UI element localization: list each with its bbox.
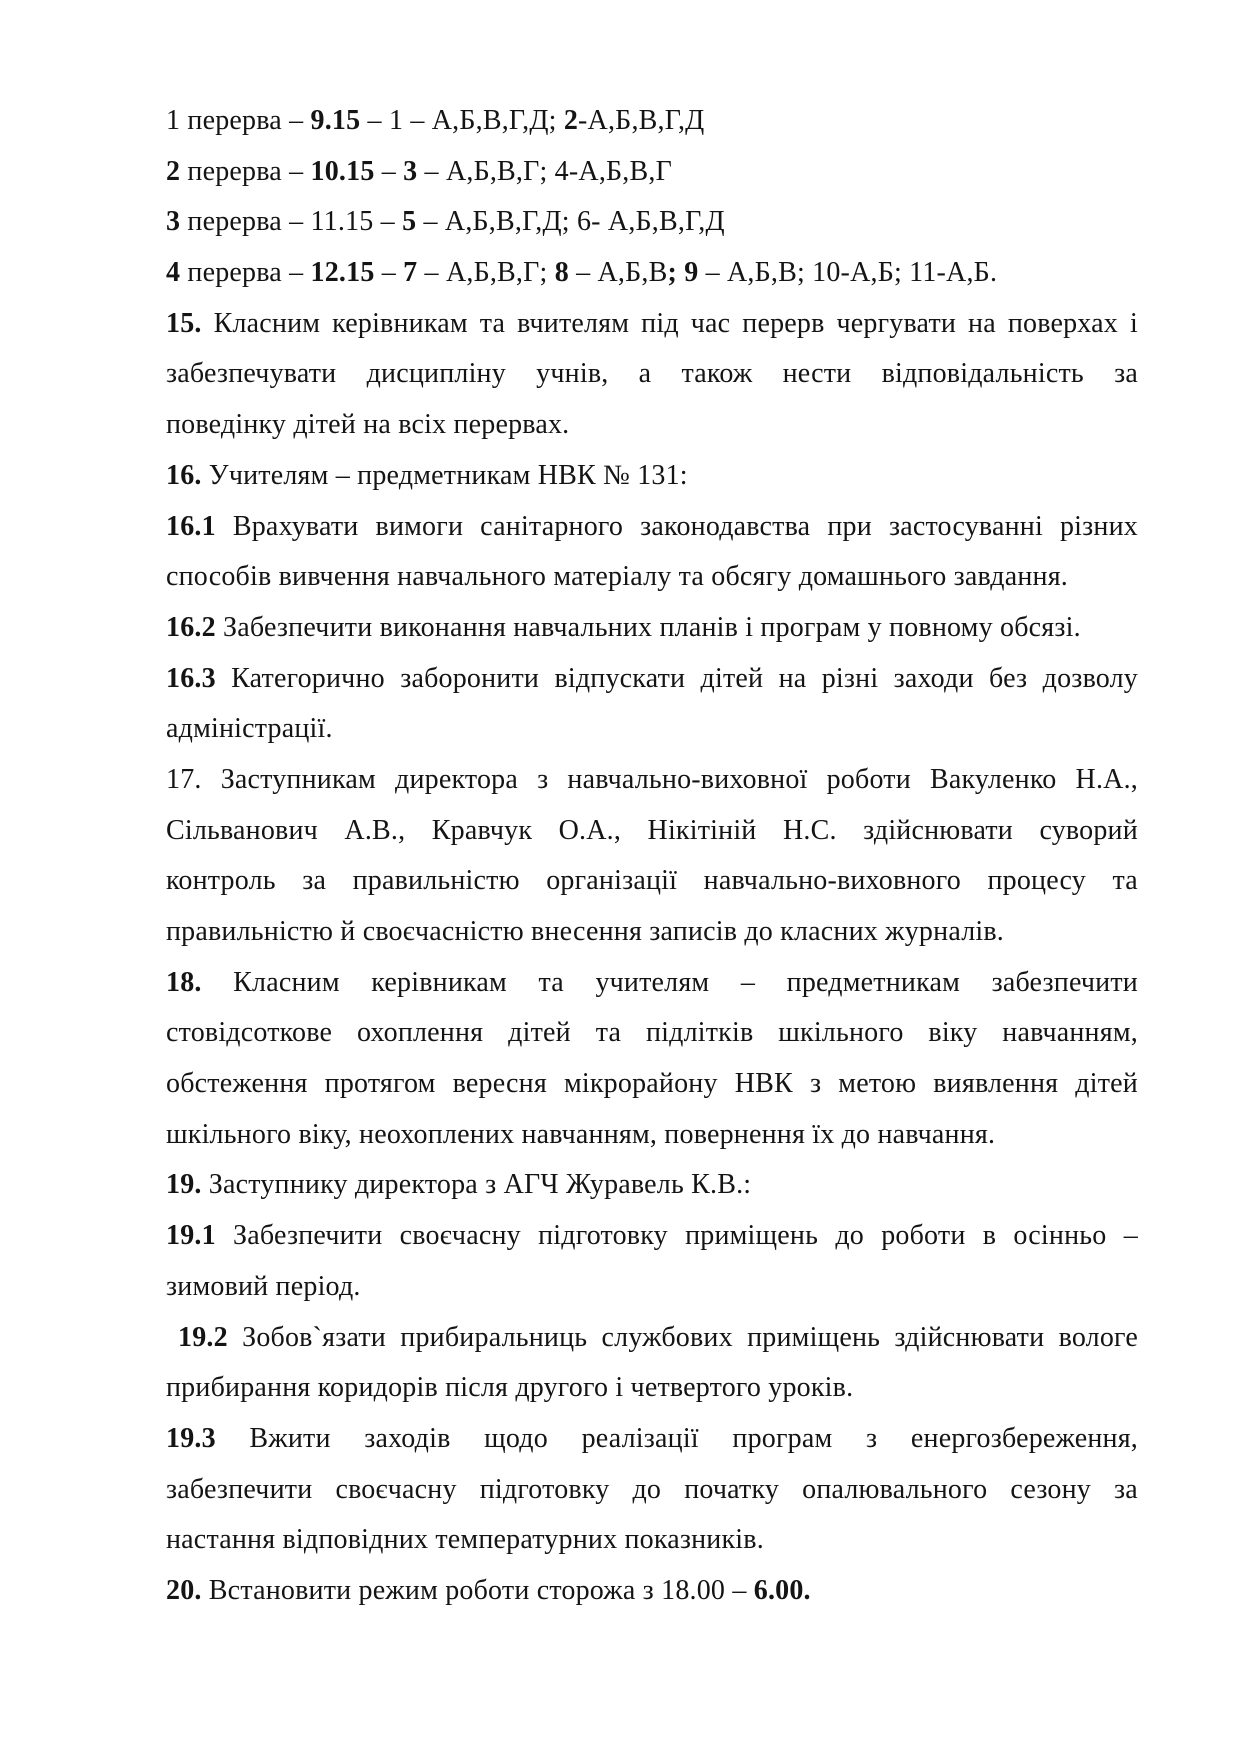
text-segment: виявлення xyxy=(933,1068,1059,1100)
text-segment: здійснювати xyxy=(894,1321,1045,1353)
text-segment: з xyxy=(809,1068,822,1100)
text-segment: перерва – xyxy=(180,155,311,187)
text-segment: зимовий період. xyxy=(166,1270,361,1302)
text-segment: 1 перерва – xyxy=(166,105,311,136)
text-line xyxy=(166,603,1138,654)
text-segment: Н.А., xyxy=(1075,763,1138,795)
text-segment: Класним xyxy=(233,966,340,998)
text-segment: – xyxy=(374,257,404,289)
text-segment: – А,Б,В,Г,Д; 6- А,Б,В,Г,Д xyxy=(416,206,725,238)
text-line xyxy=(166,451,1138,502)
text-segment: Класним xyxy=(213,307,321,339)
text-segment: також xyxy=(681,358,753,390)
text-line xyxy=(166,755,1138,806)
text-line xyxy=(166,958,1138,1009)
text-segment: А.В., xyxy=(344,814,406,846)
text-line xyxy=(166,147,1138,198)
text-segment: дітей xyxy=(508,1017,571,1049)
text-segment: чергувати xyxy=(836,307,957,339)
text-segment: на xyxy=(968,307,996,339)
text-segment: нести xyxy=(782,358,852,390)
text-segment: настання відповідних температурних показників. xyxy=(166,1524,764,1556)
text-segment: Учителям – предметникам НВК № 131: xyxy=(201,459,688,491)
text-segment: заходів xyxy=(364,1422,451,1454)
text-segment: вересня xyxy=(452,1068,547,1100)
text-segment: підготовку xyxy=(479,1473,610,1505)
text-segment: Зобов`язати xyxy=(242,1321,386,1353)
text-segment: дітей xyxy=(700,662,764,694)
text-segment: О.А., xyxy=(558,814,622,846)
text-line xyxy=(166,856,1138,907)
text-segment: – А,Б,В; 10-А,Б; 11-А,Б. xyxy=(698,257,998,289)
text-segment: 7 xyxy=(403,257,418,289)
text-line xyxy=(166,654,1138,705)
text-segment: адміністрації. xyxy=(166,713,333,745)
text-segment: 16. xyxy=(166,459,202,491)
text-segment: Забезпечити виконання навчальних планів і програм у повному обсязі. xyxy=(215,611,1081,643)
text-segment: забезпечити xyxy=(991,966,1138,998)
text-segment: 8 xyxy=(554,257,569,289)
text-segment: Вжити xyxy=(249,1422,331,1454)
text-line xyxy=(166,1465,1138,1516)
text-segment: в xyxy=(982,1220,997,1252)
text-segment: Встановити режим роботи сторожа з 18.00 – xyxy=(201,1574,754,1606)
text-segment: законодавства xyxy=(640,510,811,542)
text-segment: способів вивчення навчального матеріалу та обсягу домашнього завдання. xyxy=(166,561,1069,593)
text-segment: – xyxy=(1123,1220,1138,1252)
text-segment: мікрорайону xyxy=(563,1068,718,1100)
text-segment: Н.С. xyxy=(782,814,837,846)
text-segment: учителям xyxy=(595,966,710,998)
text-segment: 6.00. xyxy=(753,1574,811,1606)
text-segment: Вакуленко xyxy=(930,763,1057,795)
text-line xyxy=(166,907,1138,958)
text-segment: НВК xyxy=(734,1068,793,1100)
text-line xyxy=(166,502,1138,553)
text-segment: з xyxy=(866,1422,878,1454)
text-segment: приміщень xyxy=(685,1220,819,1252)
text-segment: та xyxy=(479,307,506,339)
text-segment: організації xyxy=(546,865,678,897)
text-line xyxy=(166,96,1138,147)
text-segment: прибирання коридорів після другого і четвертого уроків. xyxy=(166,1372,854,1404)
text-segment: відпускати xyxy=(554,662,686,694)
text-line xyxy=(166,1363,1138,1414)
text-segment: 20. xyxy=(166,1574,202,1606)
text-segment: дозволу xyxy=(1042,662,1138,694)
text-segment: під xyxy=(641,307,679,339)
text-segment: різні xyxy=(821,662,879,694)
text-segment: при xyxy=(827,510,872,542)
text-segment: застосуванні xyxy=(888,510,1043,542)
text-segment: 3 xyxy=(166,206,181,238)
text-segment: час xyxy=(690,307,731,339)
text-segment: керівникам xyxy=(332,307,468,339)
text-segment: за xyxy=(1114,358,1138,390)
text-segment: дисципліну xyxy=(366,358,506,390)
text-line xyxy=(166,1059,1138,1110)
text-segment: Категорично xyxy=(231,662,385,694)
text-segment: Нікітіній xyxy=(647,814,757,846)
text-segment: дітей xyxy=(1075,1068,1138,1100)
text-segment: а xyxy=(638,358,652,390)
text-segment: поверхах xyxy=(1007,307,1118,339)
text-segment: вологе xyxy=(1058,1321,1138,1353)
text-segment: вчителям xyxy=(517,307,630,339)
text-segment: стовідсоткове xyxy=(166,1017,333,1049)
text-segment: – 1 – А,Б,В,Г,Д; xyxy=(360,105,564,136)
text-segment: – А,Б,В,Г; 4-А,Б,В,Г xyxy=(417,155,672,187)
text-segment: та xyxy=(595,1017,622,1049)
text-segment: процесу xyxy=(987,865,1087,897)
text-segment: роботи xyxy=(881,1220,966,1252)
text-segment: вимоги xyxy=(375,510,464,542)
text-segment: опалювального xyxy=(802,1473,988,1505)
text-segment: з xyxy=(537,763,549,795)
text-segment: 10.15 xyxy=(310,155,375,187)
text-segment: осінньо xyxy=(1013,1220,1107,1252)
text-segment: перерва – 11.15 – xyxy=(180,206,403,238)
text-line xyxy=(166,552,1138,603)
text-segment: та xyxy=(538,966,564,998)
text-segment: 12.15 xyxy=(310,257,375,289)
text-segment: 16.1 xyxy=(166,510,216,542)
text-segment: енергозбереження, xyxy=(910,1422,1138,1454)
text-segment: віку xyxy=(928,1017,978,1049)
text-segment: та xyxy=(1112,865,1138,897)
text-line xyxy=(166,1566,1138,1617)
text-segment: 3 xyxy=(403,155,418,187)
document-body xyxy=(166,96,1138,1617)
text-segment: 19.2 xyxy=(178,1321,228,1353)
text-segment: без xyxy=(989,662,1028,694)
text-segment: 19.1 xyxy=(166,1220,216,1252)
text-line xyxy=(166,299,1138,350)
text-line xyxy=(166,806,1138,857)
text-segment: перерва – xyxy=(180,257,311,289)
text-segment: до xyxy=(835,1220,864,1252)
text-segment: прибиральниць xyxy=(400,1321,588,1353)
text-segment: підлітків xyxy=(645,1017,754,1049)
text-segment: 16.3 xyxy=(166,662,216,694)
text-segment: роботи xyxy=(826,763,911,795)
text-segment: забезпечувати xyxy=(166,358,337,390)
text-segment: забезпечити xyxy=(166,1473,313,1505)
text-line xyxy=(166,1110,1138,1161)
text-segment: -А,Б,В,Г,Д xyxy=(578,105,705,136)
text-segment: санітарного xyxy=(480,510,624,542)
text-segment: 19. xyxy=(166,1169,202,1201)
text-segment: 18. xyxy=(166,966,202,998)
text-segment: правильністю xyxy=(352,865,520,897)
text-line xyxy=(166,1160,1138,1211)
text-segment: приміщень xyxy=(747,1321,881,1353)
text-segment: заборонити xyxy=(400,662,540,694)
text-segment: Сільванович xyxy=(166,814,318,846)
text-segment: шкільного віку, неохоплених навчанням, повернення їх до навчання. xyxy=(166,1118,996,1150)
text-segment: на xyxy=(778,662,807,694)
text-segment: навчанням, xyxy=(1002,1017,1138,1049)
text-segment: відповідальність xyxy=(881,358,1084,390)
text-segment: Врахувати xyxy=(232,510,359,542)
text-segment: різних xyxy=(1059,510,1138,542)
text-segment: шкільного xyxy=(778,1017,904,1049)
text-segment: протягом xyxy=(324,1068,436,1100)
text-segment: охоплення xyxy=(356,1017,484,1049)
text-segment: – А,Б,В xyxy=(568,257,668,289)
text-segment: здійснювати xyxy=(863,814,1013,846)
text-line xyxy=(166,1313,1138,1364)
text-segment: навчально-виховного xyxy=(703,865,961,897)
text-line xyxy=(166,704,1138,755)
text-segment: 4 xyxy=(166,257,181,289)
text-segment: своєчасну xyxy=(335,1473,457,1505)
text-segment: метою xyxy=(838,1068,917,1100)
text-segment: перерв xyxy=(742,307,825,339)
text-segment: Кравчук xyxy=(431,814,533,846)
text-segment: поведінку дітей на всіх перервах. xyxy=(166,409,570,441)
text-segment: і xyxy=(1129,307,1138,339)
text-segment: 2 xyxy=(166,155,181,187)
text-segment: підготовку xyxy=(538,1220,668,1252)
text-segment: службових xyxy=(601,1321,733,1353)
text-segment: навчально-виховної xyxy=(567,763,808,795)
text-segment: початку xyxy=(684,1473,780,1505)
text-segment: до xyxy=(632,1473,662,1505)
text-segment: 9.15 xyxy=(310,105,361,136)
text-segment: Забезпечити xyxy=(233,1220,383,1252)
text-segment: керівникам xyxy=(371,966,507,998)
text-segment: 2 xyxy=(563,105,579,136)
text-segment: правильністю й своєчасністю внесення записів до класних журналів. xyxy=(166,916,1004,947)
text-segment: 15. xyxy=(166,307,202,339)
text-segment: обстеження xyxy=(166,1068,308,1100)
text-line xyxy=(166,1211,1138,1262)
text-segment: Заступнику директора з АГЧ Журавель К.В.: xyxy=(201,1169,752,1201)
text-segment: щодо xyxy=(484,1422,548,1454)
text-segment: за xyxy=(302,865,327,897)
text-line xyxy=(166,1262,1138,1313)
text-line xyxy=(166,1515,1138,1566)
text-line xyxy=(166,1008,1138,1059)
text-line xyxy=(166,400,1138,451)
text-segment: програм xyxy=(732,1422,833,1454)
text-segment: реалізації xyxy=(581,1422,699,1454)
text-segment: суворий xyxy=(1039,814,1138,846)
text-line xyxy=(166,349,1138,400)
text-segment: заходи xyxy=(893,662,974,694)
text-line xyxy=(166,197,1138,248)
text-segment: учнів, xyxy=(536,358,609,390)
text-segment: Заступникам xyxy=(220,763,376,795)
text-segment: сезону xyxy=(1010,1473,1091,1505)
text-segment: 17. xyxy=(166,763,202,795)
text-segment: своєчасну xyxy=(399,1220,521,1252)
text-segment: ; 9 xyxy=(667,257,699,289)
text-segment: 16.2 xyxy=(166,611,216,643)
text-segment: – xyxy=(374,155,404,187)
text-segment: – xyxy=(740,966,756,998)
text-segment: 5 xyxy=(402,206,417,238)
text-segment: 19.3 xyxy=(166,1422,216,1454)
text-line xyxy=(166,248,1138,299)
text-segment: директора xyxy=(395,763,518,795)
text-segment: за xyxy=(1114,1473,1138,1505)
text-segment: – А,Б,В,Г; xyxy=(417,257,555,289)
text-segment: контроль xyxy=(166,865,276,897)
text-line xyxy=(166,1414,1138,1465)
text-segment: предметникам xyxy=(786,966,961,998)
